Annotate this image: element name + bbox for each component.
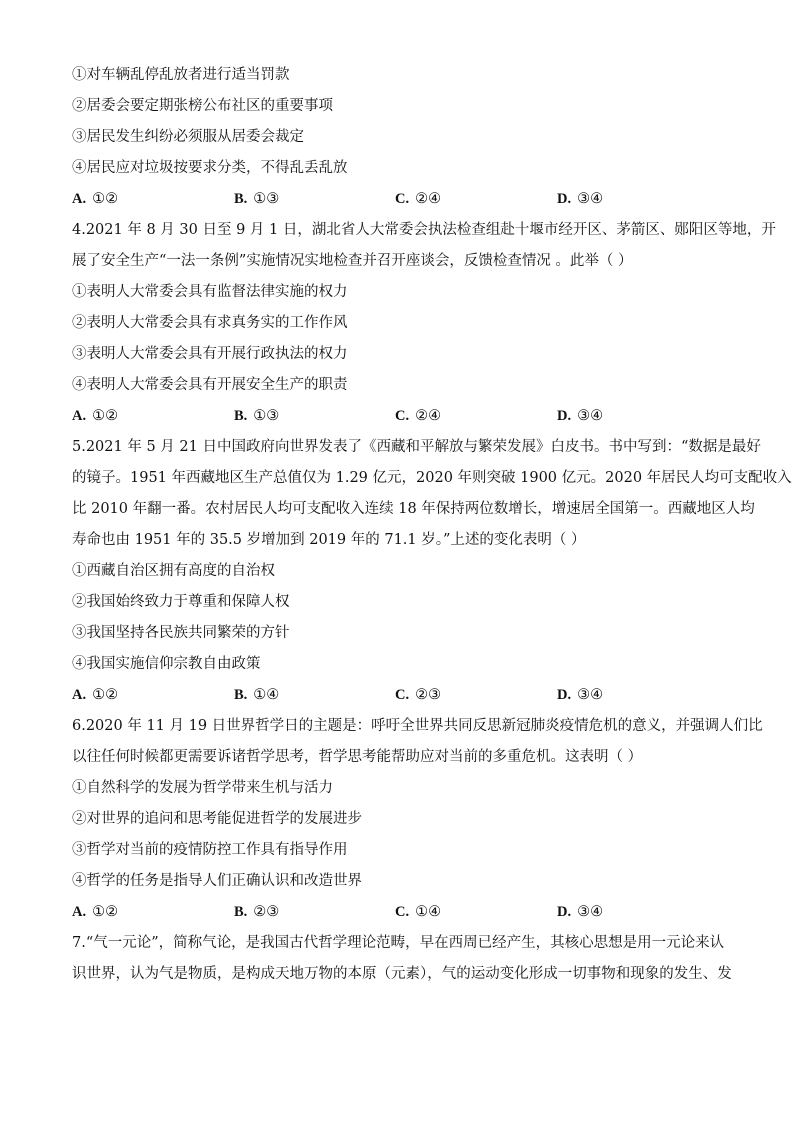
option-a[interactable]: A. ①②	[72, 408, 119, 424]
option-b[interactable]: B. ①③	[234, 191, 280, 207]
statement-2: ②居委会要定期张榜公布社区的重要事项	[72, 98, 333, 114]
statement-2: ②对世界的追问和思考能促进哲学的发展进步	[72, 811, 362, 827]
statement-3: ③表明人大常委会具有开展行政执法的权力	[72, 346, 348, 362]
option-d[interactable]: D. ③④	[557, 687, 604, 703]
statement-3: ③哲学对当前的疫情防控工作具有指导作用	[72, 842, 348, 858]
option-b[interactable]: B. ①④	[234, 687, 280, 703]
statement-1: ①西藏自治区拥有高度的自治权	[72, 563, 275, 579]
statement-3: ③居民发生纠纷必须服从居委会裁定	[72, 129, 304, 145]
question-stem-line: 5.2021 年 5 月 21 日中国政府向世界发表了《西藏和平解放与繁荣发展》白皮书。书中写到：“数据是最好	[72, 439, 761, 455]
question-4	[72, 215, 776, 432]
option-d[interactable]: D. ③④	[557, 904, 604, 920]
option-a[interactable]: A. ①②	[72, 191, 119, 207]
statement-4: ④居民应对垃圾按要求分类，不得乱丢乱放	[72, 160, 348, 176]
q3-statements	[72, 60, 722, 184]
question-stem-line: 7.“气一元论”，简称气论，是我国古代哲学理论范畴，早在西周已经产生，其核心思想是用一元论来认	[72, 935, 725, 951]
question-stem-line: 寿命也由 1951 年的 35.5 岁增加到 2019 年的 71.1 岁。”上述的变化表明（ ）	[72, 532, 586, 548]
q5-options	[72, 680, 722, 711]
question-stem-line: 展了安全生产“一法一条例”实施情况实地检查并召开座谈会，反馈检查情况 。此举（ ）	[72, 253, 633, 269]
option-a[interactable]: A. ①②	[72, 687, 119, 703]
question-stem-line: 的镜子。1951 年西藏地区生产总值仅为 1.29 亿元，2020 年则突破 1900 亿元。2020 年居民人均可支配收入	[72, 470, 792, 486]
exam-page	[72, 60, 792, 990]
question-7	[72, 928, 732, 990]
option-a[interactable]: A. ①②	[72, 904, 119, 920]
statement-3: ③我国坚持各民族共同繁荣的方针	[72, 625, 290, 641]
option-b[interactable]: B. ②③	[234, 904, 280, 920]
statement-4: ④哲学的任务是指导人们正确认识和改造世界	[72, 873, 362, 889]
q4-options	[72, 401, 722, 432]
statement-4: ④表明人大常委会具有开展安全生产的职责	[72, 377, 348, 393]
option-d[interactable]: D. ③④	[557, 191, 604, 207]
q6-options	[72, 897, 722, 928]
q3-options	[72, 184, 722, 215]
option-c[interactable]: C. ①④	[395, 904, 442, 920]
statement-1: ①对车辆乱停乱放者进行适当罚款	[72, 67, 290, 83]
statement-2: ②我国始终致力于尊重和保障人权	[72, 594, 290, 610]
question-stem-line: 识世界，认为气是物质，是构成天地万物的本原（元素），气的运动变化形成一切事物和现象的发生、发	[72, 966, 732, 982]
statement-1: ①自然科学的发展为哲学带来生机与活力	[72, 780, 333, 796]
option-b[interactable]: B. ①③	[234, 408, 280, 424]
statement-2: ②表明人大常委会具有求真务实的工作作风	[72, 315, 348, 331]
statement-4: ④我国实施信仰宗教自由政策	[72, 656, 261, 672]
question-stem-line: 比 2010 年翻一番。农村居民人均可支配收入连续 18 年保持两位数增长，增速居全国第一。西藏地区人均	[72, 501, 755, 517]
statement-1: ①表明人大常委会具有监督法律实施的权力	[72, 284, 348, 300]
option-c[interactable]: C. ②④	[395, 408, 442, 424]
question-stem-line: 以往任何时候都更需要诉诸哲学思考，哲学思考能帮助应对当前的多重危机。这表明（ ）	[72, 749, 643, 765]
option-d[interactable]: D. ③④	[557, 408, 604, 424]
option-c[interactable]: C. ②③	[395, 687, 442, 703]
question-6	[72, 711, 763, 928]
option-c[interactable]: C. ②④	[395, 191, 442, 207]
question-stem-line: 6.2020 年 11 月 19 日世界哲学日的主题是：呼吁全世界共同反思新冠肺炎疫情危机的意义，并强调人们比	[72, 718, 763, 734]
question-stem-line: 4.2021 年 8 月 30 日至 9 月 1 日，湖北省人大常委会执法检查组赴十堰市经开区、茅箭区、郧阳区等地，开	[72, 222, 776, 238]
question-5	[72, 432, 792, 711]
